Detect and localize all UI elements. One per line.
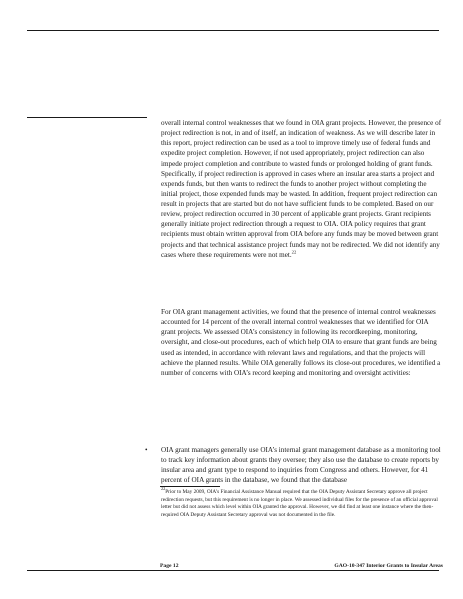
body-paragraph-2 [161, 307, 443, 378]
bullet-icon: • [145, 446, 148, 454]
bullet-text: OIA grant managers generally use OIA’s internal grant management database as a monitoring tool to track key information about grants they oversee; they also use the database to create reports by insular area and grant type to respond to inquiries from Congress and others. However, for 41 percent of OIA grants in the database, we found that the database [161, 446, 441, 485]
footnote-reference[interactable]: 22 [291, 249, 297, 255]
paragraph-text: For OIA grant management activities, we found that the presence of internal control weaknesses accounted for 14 percent of the overall internal control weaknesses that we identified for OIA grant projects. We assessed OIA’s consistency in following its recordkeeping, monitoring, oversight, and close-out procedures, each of which help OIA to ensure that grant funds are being used as intended, in accordance with relevant laws and regulations, and that the projects will achieve the planned results. While OIA generally follows its close-out procedures, we identified a number of concerns with OIA’s record keeping and monitoring and oversight activities: [161, 308, 441, 377]
page-footer [160, 563, 443, 571]
footnote-separator [160, 486, 220, 487]
body-paragraph-1 [161, 118, 443, 260]
footnote-number: 22 [161, 486, 166, 492]
footnote-text: Prior to May 2009, OIA’s Financial Assistance Manual required that the OIA Deputy Assistant Secretary approve all project redirection requests, but this requirement is no longer in place. We assessed individual files for the presence of an official approval letter but did not assess which level within OIA granted the approval. However, we did find at least one instance where the then-required OIA Deputy Assistant Secretary approval was not documented in the file. [161, 489, 438, 518]
report-identifier: GAO-10-347 Interior Grants to Insular Areas [334, 563, 443, 569]
page-number: Page 12 [160, 563, 179, 569]
margin-rule [27, 117, 147, 118]
footnote [161, 486, 443, 519]
paragraph-text: overall internal control weaknesses that we found in OIA grant projects. However, the presence of project redirection is not, in and of itself, an indication of weakness. As we will describe later in this report, project redirection can be used as a tool to improve timely use of federal funds and expedite project completion. However, if not used appropriately, project redirection can also impede project completion and contribute to wasted funds or prolonged holding of grant funds. Specifically, if project redirection is approved in cases where an insular area starts a project and expends funds, but then wants to redirect the funds to another project without completing the initial project, those expended funds may be wasted. In addition, frequent project redirection can result in projects that are started but do not have sufficient funds to be completed. Based on our review, project redirection occurred in 30 percent of applicable grant projects. Grant recipients generally initiate project redirection through a request to OIA. OIA policy requires that grant recipients must obtain written approval from OIA before any funds may be moved between grant projects and that technical assistance project funds may not be redirected. We did not identify any cases where these requirements were not met. [161, 119, 442, 259]
header-rule [27, 30, 439, 31]
